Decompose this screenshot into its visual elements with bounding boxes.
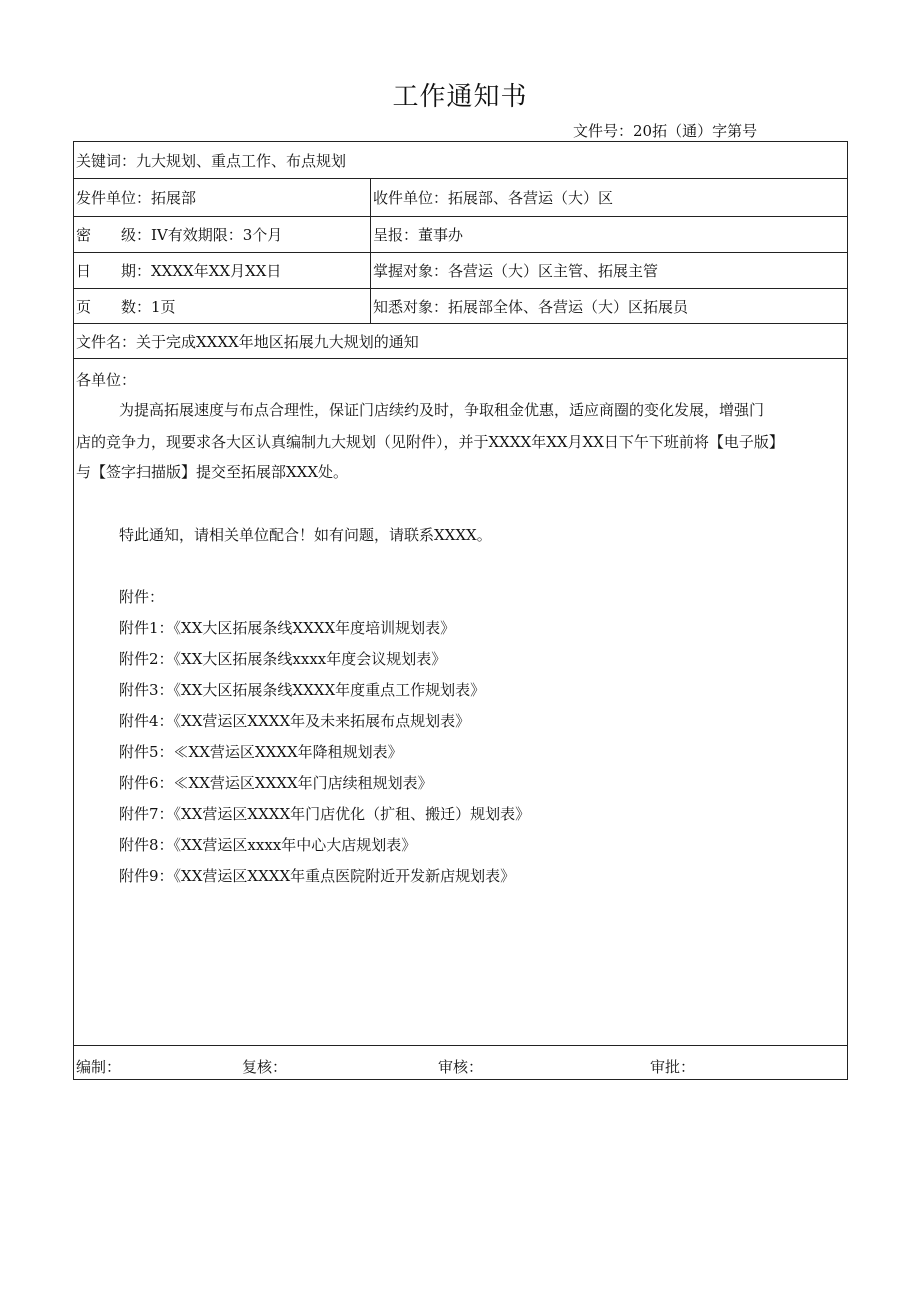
page-count: 页 数：1页 [74, 289, 371, 323]
info-row-date [74, 253, 847, 289]
attachment-item: 附件6：≪XX营运区XXXX年门店续租规划表》 [119, 774, 433, 792]
mastery-audience: 掌握对象：各营运（大）区主管、拓展主管 [373, 262, 659, 280]
paragraph-line-2: 店的竞争力，现要求各大区认真编制九大规划（见附件），并于XXXX年XX月XX日下午下班前将【电子版】 [76, 433, 784, 451]
reviewer-label: 复核： [242, 1058, 288, 1076]
compiler-label: 编制： [76, 1058, 122, 1076]
date-field: 日 期：XXXX年XX月XX日 [74, 253, 371, 288]
attachments-title: 附件： [119, 588, 165, 606]
receiver-unit: 收件单位：拓展部、各营运（大）区 [373, 189, 614, 207]
file-name-row [74, 324, 847, 359]
salutation: 各单位： [76, 371, 137, 389]
info-row-pages [74, 289, 847, 324]
notice-body [74, 359, 847, 1046]
document-number: 文件号：20拓（通）字第号 [573, 122, 758, 140]
auditor-label: 审核： [438, 1058, 484, 1076]
attachment-item: 附件1：《XX大区拓展条线XXXX年度培训规划表》 [119, 619, 456, 637]
awareness-audience: 知悉对象：拓展部全体、各营运（大）区拓展员 [373, 297, 689, 316]
file-name: 文件名：关于完成XXXX年地区拓展九大规划的通知 [76, 332, 419, 351]
attachment-item: 附件3：《XX大区拓展条线XXXX年度重点工作规划表》 [119, 681, 486, 699]
paragraph-line-3: 与【签字扫描版】提交至拓展部XXX处。 [76, 463, 349, 481]
attachment-item: 附件7：《XX营运区XXXX年门店优化（扩租、搬迁）规划表》 [119, 805, 531, 823]
security-level: 密 级：IV有效期限：3个月 [74, 217, 371, 252]
report-to: 呈报：董事办 [373, 226, 464, 244]
keywords-text: 关键词：九大规划、重点工作、布点规划 [76, 151, 347, 170]
attachment-item: 附件8：《XX营运区xxxx年中心大店规划表》 [119, 836, 417, 854]
approver-label: 审批： [650, 1058, 696, 1076]
notice-form [73, 141, 848, 1080]
attachment-item: 附件4：《XX营运区XXXX年及未来拓展布点规划表》 [119, 712, 471, 730]
paragraph-line-1: 为提高拓展速度与布点合理性，保证门店续约及时，争取租金优惠，适应商圈的变化发展，增强门 [119, 401, 765, 419]
document-title: 工作通知书 [392, 82, 528, 112]
attachment-item: 附件9：《XX营运区XXXX年重点医院附近开发新店规划表》 [119, 867, 516, 885]
signature-row [74, 1046, 847, 1079]
sender-unit: 发件单位：拓展部 [74, 179, 371, 216]
info-row-sender [74, 179, 847, 217]
attachment-item: 附件2：《XX大区拓展条线xxxx年度会议规划表》 [119, 650, 447, 668]
info-row-security [74, 217, 847, 253]
attachment-item: 附件5：≪XX营运区XXXX年降租规划表》 [119, 743, 403, 761]
notice-sentence: 特此通知，请相关单位配合！如有问题，请联系XXXX。 [119, 526, 492, 544]
keywords-row [74, 142, 847, 179]
